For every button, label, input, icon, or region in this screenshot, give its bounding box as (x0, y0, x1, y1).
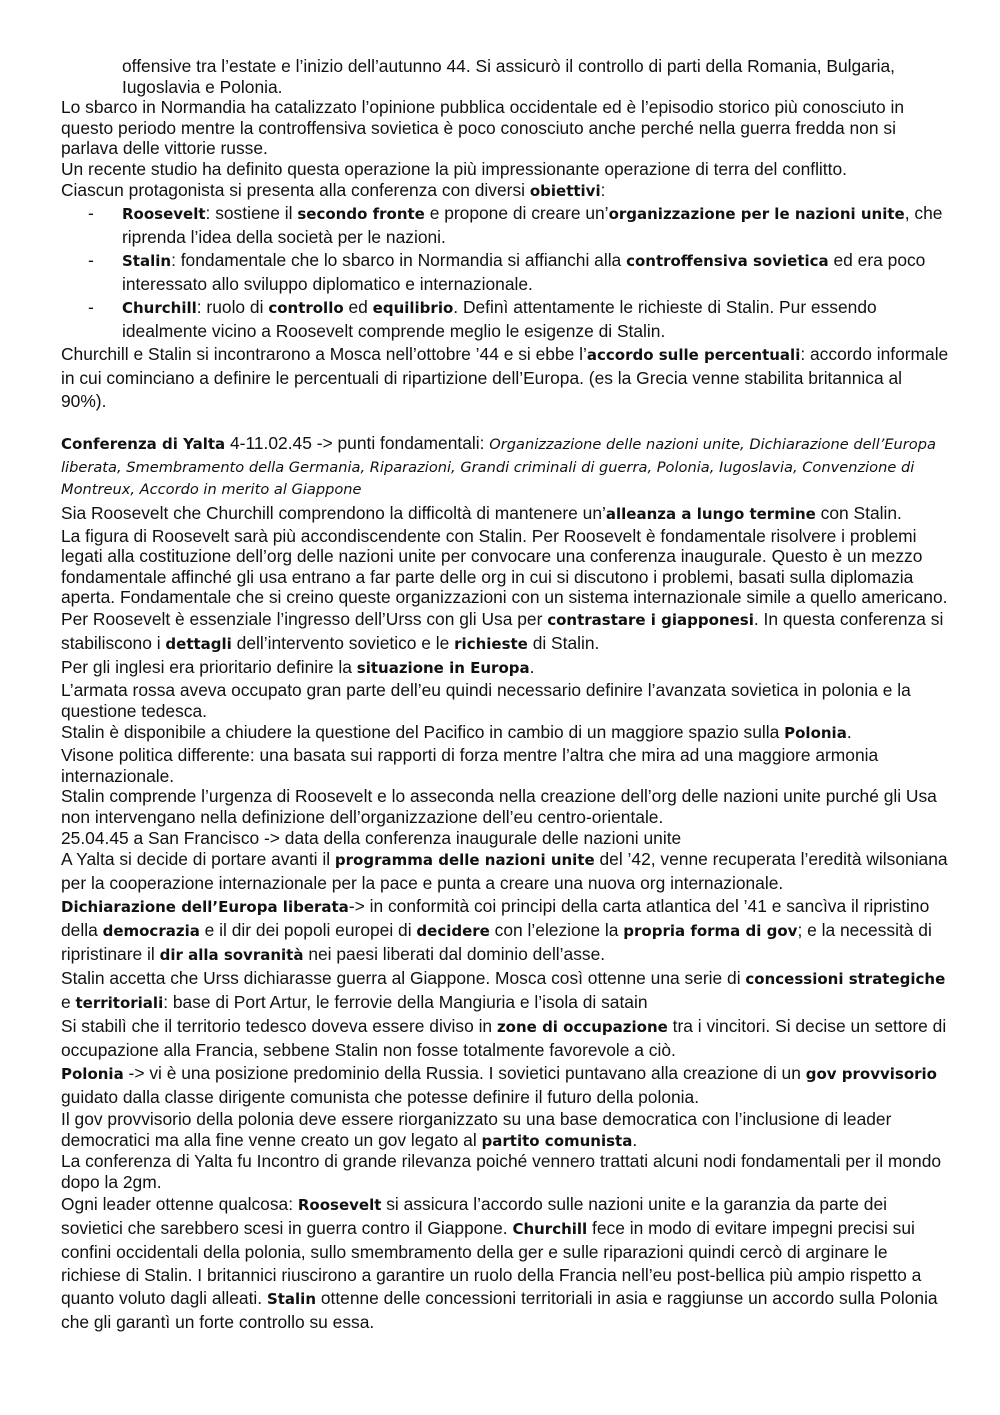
paragraph-san-francisco: 25.04.45 a San Francisco -> data della conferenza inaugurale delle nazioni unite (61, 827, 682, 848)
blank-line (61, 413, 950, 432)
paragraph-provisional-government: Il gov provvisorio della polonia deve essere riorganizzato su una base democratica con l’inclusione di leader democratici ma alla fine venne creato un gov legato al partito comunista. (61, 1109, 892, 1150)
paragraph-red-army: L’armata rossa aveva occupato gran parte dell’eu quindi necessario definire l’avanzata sovietica in polonia e la questione tedesca. (61, 680, 911, 721)
paragraph-occupation-zones: Si stabilì che il territorio tedesco doveva essere diviso in zone di occupazione tra i vincitori. Si decise un settore di occupazione alla Francia, sebbene Stalin non fosse totalmente favorevole a ciò. (61, 1016, 947, 1061)
paragraph-yalta-relevance: La conferenza di Yalta fu Incontro di grande rilevanza poiché vennero trattati alcuni nodi fondamentali per il mondo dopo la 2gm. (61, 1151, 942, 1192)
paragraph-liberated-europe: Dichiarazione dell’Europa liberata-> in conformità coi principi della carta atlantica del ’41 e sancìva il ripristino della democrazia e il dir dei popoli europei di decidere con l’elezione la propria forma di gov; e la necessità di ripristinare il dir alla sovranità nei paesi liberati dal dominio dell’asse. (61, 896, 932, 965)
paragraph-intro-offensive: offensive tra l’estate e l’inizio dell’autunno 44. Si assicurò il controllo di parti della Romania, Bulgaria, Iugoslavia e Polonia. (122, 56, 896, 97)
list-item-roosevelt: - Roosevelt: sostiene il secondo fronte e propone di creare un’organizzazione per le nazioni unite, che riprenda l’idea della società per le nazioni. (88, 203, 943, 248)
objectives-list (61, 202, 950, 343)
paragraph-alliance: Sia Roosevelt che Churchill comprendono la difficoltà di mantenere un’alleanza a lungo termine con Stalin. (61, 502, 902, 523)
dash-bullet: - (88, 297, 94, 318)
paragraph-japan-war: Stalin accetta che Urss dichiarasse guerra al Giappone. Mosca così ottenne una serie di concessioni strategiche e territoriali: base di Port Artur, le ferrovie della Mangiuria e l’isola di satain (61, 968, 946, 1013)
dash-bullet: - (88, 250, 94, 271)
paragraph-recent-study: Un recente studio ha definito questa operazione la più impressionante operazione di terra del conflitto. (61, 158, 847, 179)
paragraph-roosevelt-un: La figura di Roosevelt sarà più accondiscendente con Stalin. Per Roosevelt è fondamentale risolvere i problemi legati alla costituzione dell’org delle nazioni unite per convocare una conferenza inaugurale. Questo è un mezzo fondamentale affinché gli usa entrano a far parte delle org in cui si discutono i problemi, basati sulla diplomazia aperta. Fondamentale che si creino queste organizzazioni con un sistema internazionale simile a quello americano. (61, 525, 948, 608)
section-heading-yalta: Conferenza di Yalta 4-11.02.45 -> punti fondamentali: Organizzazione delle nazioni unite, Dichiarazione dell’Europa liberata, Smembramento della Germania, Riparazioni, Grandi criminali di guerra, Polonia, Iugoslavia, Convenzione di Montreux, Accordo in merito al Giappone (61, 433, 936, 499)
paragraph-pacific-question: Stalin è disponibile a chiudere la questione del Pacifico in cambio di un maggiore spazio sulla Polonia. (61, 722, 852, 743)
paragraph-un-programme: A Yalta si decide di portare avanti il programma delle nazioni unite del ’42, venne recuperata l’eredità wilsoniana per la cooperazione internazionale per la pace e punta a creare una nuova org internazionale. (61, 849, 948, 894)
paragraph-objectives: Ciascun protagonista si presenta alla conferenza con diversi obiettivi: (61, 179, 606, 200)
paragraph-urss-usa: Per Roosevelt è essenziale l’ingresso dell’Urss con gli Usa per contrastare i giapponesi. In questa conferenza si stabiliscono i dettagli dell’intervento sovietico e le richieste di Stalin. (61, 609, 944, 654)
paragraph-poland: Polonia -> vi è una posizione predominio della Russia. I sovietici puntavano alla creazione di un gov provvisorio guidato dalla classe dirigente comunista che potesse definire il futuro della polonia. (61, 1063, 937, 1108)
paragraph-normandy: Lo sbarco in Normandia ha catalizzato l’opinione pubblica occidentale ed è l’episodio storico più conosciuto in questo periodo mentre la controffensiva sovietica è poco conosciuto anche perché nella guerra fredda non si parlava delle vittorie russe. (61, 97, 904, 159)
paragraph-leader-outcomes: Ogni leader ottenne qualcosa: Roosevelt si assicura l’accordo sulle nazioni unite e la garanzia da parte dei sovietici che sarebbero scesi in guerra contro il Giappone. Churchill fece in modo di evitare impegni precisi sui confini occidentali della polonia, sullo smembramento della ger e sulle riparazioni quindi cercò di arginare le richiese di Stalin. I britannici riuscirono a garantire un ruolo della Francia nell’eu post-bellica più ampio rispetto a quanto voluto dagli alleati. Stalin ottenne delle concessioni territoriali in asia e raggiunse un accordo sulla Polonia che gli garantì un forte controllo su essa. (61, 1193, 938, 1332)
paragraph-percentages-agreement: Churchill e Stalin si incontrarono a Mosca nell’ottobre ’44 e si ebbe l’accordo sulle percentuali: accordo informale in cui cominciano a definire le percentuali di ripartizione dell’Europa. (es la Grecia venne stabilita britannica al 90%). (61, 344, 949, 412)
list-item-stalin: - Stalin: fondamentale che lo sbarco in Normandia si affianchi alla controffensiva sovietica ed era poco interessato allo sviluppo diplomatico e internazionale. (88, 250, 926, 295)
dash-bullet: - (88, 203, 94, 224)
paragraph-political-vision: Visone politica differente: una basata sui rapporti di forza mentre l’altra che mira ad una maggiore armonia internazionale. (61, 745, 879, 786)
paragraph-british-priority: Per gli inglesi era prioritario definire la situazione in Europa. (61, 657, 535, 678)
paragraph-stalin-urgency: Stalin comprende l’urgenza di Roosevelt e lo asseconda nella creazione dell’org delle nazioni unite purché gli Usa non intervengano nella definizione dell’organizzazione dell’eu centro-orientale. (61, 786, 937, 827)
list-item-churchill: - Churchill: ruolo di controllo ed equilibrio. Definì attentamente le richieste di Stalin. Pur essendo idealmente vicino a Roosevelt comprende meglio le esigenze di Stalin. (88, 297, 877, 342)
